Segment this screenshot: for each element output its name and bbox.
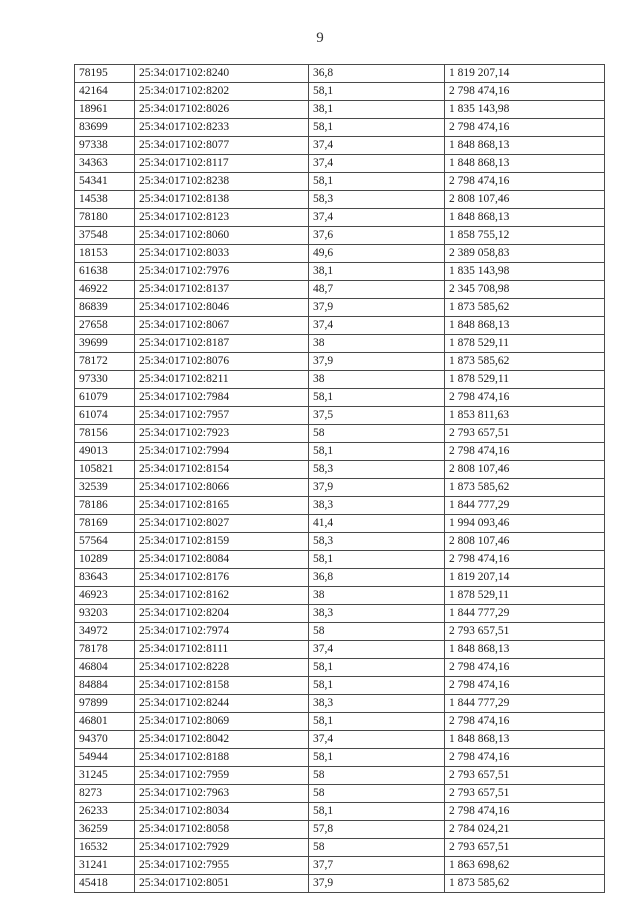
cadastral-value-cell: 2 793 657,51 bbox=[445, 767, 605, 785]
record-id-cell: 36259 bbox=[75, 821, 135, 839]
cadastral-number-cell: 25:34:017102:8066 bbox=[135, 479, 309, 497]
cadastral-value-cell: 1 878 529,11 bbox=[445, 587, 605, 605]
cadastral-number-cell: 25:34:017102:8137 bbox=[135, 281, 309, 299]
record-id-cell: 86839 bbox=[75, 299, 135, 317]
table-row bbox=[75, 875, 605, 893]
cadastral-value-cell: 2 793 657,51 bbox=[445, 425, 605, 443]
cadastral-value-cell: 1 878 529,11 bbox=[445, 371, 605, 389]
cadastral-value-cell: 1 844 777,29 bbox=[445, 695, 605, 713]
cadastral-number-cell: 25:34:017102:7957 bbox=[135, 407, 309, 425]
area-cell: 38,1 bbox=[309, 101, 445, 119]
record-id-cell: 18153 bbox=[75, 245, 135, 263]
cadastral-number-cell: 25:34:017102:8238 bbox=[135, 173, 309, 191]
table-row bbox=[75, 803, 605, 821]
table-row bbox=[75, 101, 605, 119]
cadastral-number-cell: 25:34:017102:8204 bbox=[135, 605, 309, 623]
cadastral-value-cell: 2 798 474,16 bbox=[445, 389, 605, 407]
record-id-cell: 16532 bbox=[75, 839, 135, 857]
record-id-cell: 78169 bbox=[75, 515, 135, 533]
table-row bbox=[75, 227, 605, 245]
record-id-cell: 78180 bbox=[75, 209, 135, 227]
cadastral-value-cell: 2 793 657,51 bbox=[445, 839, 605, 857]
cadastral-value-cell: 2 798 474,16 bbox=[445, 749, 605, 767]
record-id-cell: 61079 bbox=[75, 389, 135, 407]
table-row bbox=[75, 407, 605, 425]
record-id-cell: 8273 bbox=[75, 785, 135, 803]
table-row bbox=[75, 425, 605, 443]
cadastral-value-cell: 1 853 811,63 bbox=[445, 407, 605, 425]
record-id-cell: 78178 bbox=[75, 641, 135, 659]
table-row bbox=[75, 137, 605, 155]
cadastral-value-cell: 1 844 777,29 bbox=[445, 605, 605, 623]
cadastral-number-cell: 25:34:017102:8034 bbox=[135, 803, 309, 821]
cadastral-number-cell: 25:34:017102:8077 bbox=[135, 137, 309, 155]
table-row bbox=[75, 335, 605, 353]
cadastral-number-cell: 25:34:017102:8188 bbox=[135, 749, 309, 767]
cadastral-number-cell: 25:34:017102:8123 bbox=[135, 209, 309, 227]
property-table-body bbox=[75, 65, 605, 893]
area-cell: 36,8 bbox=[309, 65, 445, 83]
record-id-cell: 14538 bbox=[75, 191, 135, 209]
area-cell: 58 bbox=[309, 785, 445, 803]
table-row bbox=[75, 515, 605, 533]
cadastral-number-cell: 25:34:017102:7963 bbox=[135, 785, 309, 803]
table-row bbox=[75, 479, 605, 497]
cadastral-number-cell: 25:34:017102:8158 bbox=[135, 677, 309, 695]
cadastral-number-cell: 25:34:017102:8159 bbox=[135, 533, 309, 551]
area-cell: 38,1 bbox=[309, 263, 445, 281]
cadastral-value-cell: 1 819 207,14 bbox=[445, 65, 605, 83]
cadastral-number-cell: 25:34:017102:8117 bbox=[135, 155, 309, 173]
table-row bbox=[75, 569, 605, 587]
cadastral-number-cell: 25:34:017102:7994 bbox=[135, 443, 309, 461]
cadastral-value-cell: 2 798 474,16 bbox=[445, 803, 605, 821]
area-cell: 37,9 bbox=[309, 875, 445, 893]
table-row bbox=[75, 587, 605, 605]
table-row bbox=[75, 65, 605, 83]
record-id-cell: 94370 bbox=[75, 731, 135, 749]
area-cell: 48,7 bbox=[309, 281, 445, 299]
cadastral-value-cell: 2 798 474,16 bbox=[445, 173, 605, 191]
cadastral-value-cell: 1 878 529,11 bbox=[445, 335, 605, 353]
table-row bbox=[75, 731, 605, 749]
area-cell: 49,6 bbox=[309, 245, 445, 263]
cadastral-value-cell: 1 835 143,98 bbox=[445, 101, 605, 119]
cadastral-number-cell: 25:34:017102:8060 bbox=[135, 227, 309, 245]
record-id-cell: 78156 bbox=[75, 425, 135, 443]
area-cell: 41,4 bbox=[309, 515, 445, 533]
record-id-cell: 46923 bbox=[75, 587, 135, 605]
record-id-cell: 97330 bbox=[75, 371, 135, 389]
cadastral-value-cell: 2 808 107,46 bbox=[445, 461, 605, 479]
table-row bbox=[75, 317, 605, 335]
cadastral-number-cell: 25:34:017102:8165 bbox=[135, 497, 309, 515]
table-row bbox=[75, 443, 605, 461]
area-cell: 37,4 bbox=[309, 137, 445, 155]
table-row bbox=[75, 785, 605, 803]
record-id-cell: 61638 bbox=[75, 263, 135, 281]
cadastral-number-cell: 25:34:017102:8162 bbox=[135, 587, 309, 605]
cadastral-number-cell: 25:34:017102:8076 bbox=[135, 353, 309, 371]
cadastral-number-cell: 25:34:017102:8211 bbox=[135, 371, 309, 389]
cadastral-number-cell: 25:34:017102:8228 bbox=[135, 659, 309, 677]
cadastral-value-cell: 2 345 708,98 bbox=[445, 281, 605, 299]
cadastral-value-cell: 2 808 107,46 bbox=[445, 533, 605, 551]
record-id-cell: 37548 bbox=[75, 227, 135, 245]
cadastral-number-cell: 25:34:017102:8138 bbox=[135, 191, 309, 209]
cadastral-value-cell: 2 793 657,51 bbox=[445, 785, 605, 803]
area-cell: 38 bbox=[309, 587, 445, 605]
cadastral-number-cell: 25:34:017102:7923 bbox=[135, 425, 309, 443]
cadastral-number-cell: 25:34:017102:7929 bbox=[135, 839, 309, 857]
area-cell: 58,1 bbox=[309, 749, 445, 767]
record-id-cell: 54341 bbox=[75, 173, 135, 191]
table-row bbox=[75, 677, 605, 695]
record-id-cell: 46804 bbox=[75, 659, 135, 677]
cadastral-value-cell: 2 784 024,21 bbox=[445, 821, 605, 839]
record-id-cell: 46801 bbox=[75, 713, 135, 731]
record-id-cell: 97338 bbox=[75, 137, 135, 155]
table-row bbox=[75, 119, 605, 137]
table-row bbox=[75, 623, 605, 641]
record-id-cell: 78172 bbox=[75, 353, 135, 371]
cadastral-value-cell: 2 798 474,16 bbox=[445, 677, 605, 695]
page-number: 9 bbox=[316, 30, 324, 46]
cadastral-number-cell: 25:34:017102:8069 bbox=[135, 713, 309, 731]
record-id-cell: 32539 bbox=[75, 479, 135, 497]
table-row bbox=[75, 245, 605, 263]
cadastral-number-cell: 25:34:017102:8084 bbox=[135, 551, 309, 569]
table-row bbox=[75, 821, 605, 839]
area-cell: 37,4 bbox=[309, 209, 445, 227]
cadastral-number-cell: 25:34:017102:8233 bbox=[135, 119, 309, 137]
cadastral-number-cell: 25:34:017102:8046 bbox=[135, 299, 309, 317]
area-cell: 58 bbox=[309, 839, 445, 857]
record-id-cell: 18961 bbox=[75, 101, 135, 119]
cadastral-number-cell: 25:34:017102:8058 bbox=[135, 821, 309, 839]
table-row bbox=[75, 209, 605, 227]
cadastral-value-cell: 2 798 474,16 bbox=[445, 659, 605, 677]
cadastral-number-cell: 25:34:017102:8187 bbox=[135, 335, 309, 353]
area-cell: 38,3 bbox=[309, 605, 445, 623]
area-cell: 36,8 bbox=[309, 569, 445, 587]
cadastral-number-cell: 25:34:017102:7976 bbox=[135, 263, 309, 281]
cadastral-number-cell: 25:34:017102:8202 bbox=[135, 83, 309, 101]
record-id-cell: 83643 bbox=[75, 569, 135, 587]
area-cell: 37,4 bbox=[309, 317, 445, 335]
cadastral-number-cell: 25:34:017102:7955 bbox=[135, 857, 309, 875]
area-cell: 58 bbox=[309, 623, 445, 641]
record-id-cell: 97899 bbox=[75, 695, 135, 713]
table-row bbox=[75, 695, 605, 713]
cadastral-value-cell: 1 873 585,62 bbox=[445, 875, 605, 893]
cadastral-value-cell: 1 848 868,13 bbox=[445, 137, 605, 155]
cadastral-number-cell: 25:34:017102:8026 bbox=[135, 101, 309, 119]
area-cell: 38 bbox=[309, 371, 445, 389]
record-id-cell: 54944 bbox=[75, 749, 135, 767]
record-id-cell: 83699 bbox=[75, 119, 135, 137]
area-cell: 58,3 bbox=[309, 191, 445, 209]
area-cell: 58,1 bbox=[309, 713, 445, 731]
table-row bbox=[75, 191, 605, 209]
cadastral-value-cell: 1 873 585,62 bbox=[445, 479, 605, 497]
area-cell: 58,1 bbox=[309, 803, 445, 821]
table-row bbox=[75, 83, 605, 101]
cadastral-value-cell: 2 798 474,16 bbox=[445, 119, 605, 137]
table-row bbox=[75, 641, 605, 659]
record-id-cell: 39699 bbox=[75, 335, 135, 353]
area-cell: 58,1 bbox=[309, 443, 445, 461]
table-row bbox=[75, 713, 605, 731]
table-row bbox=[75, 497, 605, 515]
area-cell: 37,9 bbox=[309, 479, 445, 497]
cadastral-value-cell: 2 808 107,46 bbox=[445, 191, 605, 209]
area-cell: 38,3 bbox=[309, 497, 445, 515]
cadastral-number-cell: 25:34:017102:8051 bbox=[135, 875, 309, 893]
record-id-cell: 42164 bbox=[75, 83, 135, 101]
record-id-cell: 34363 bbox=[75, 155, 135, 173]
record-id-cell: 26233 bbox=[75, 803, 135, 821]
area-cell: 58,3 bbox=[309, 533, 445, 551]
area-cell: 37,6 bbox=[309, 227, 445, 245]
property-table bbox=[74, 64, 605, 893]
area-cell: 38 bbox=[309, 335, 445, 353]
area-cell: 38,3 bbox=[309, 695, 445, 713]
table-row bbox=[75, 353, 605, 371]
cadastral-number-cell: 25:34:017102:7959 bbox=[135, 767, 309, 785]
area-cell: 57,8 bbox=[309, 821, 445, 839]
area-cell: 37,7 bbox=[309, 857, 445, 875]
cadastral-number-cell: 25:34:017102:8067 bbox=[135, 317, 309, 335]
record-id-cell: 105821 bbox=[75, 461, 135, 479]
table-row bbox=[75, 659, 605, 677]
area-cell: 37,4 bbox=[309, 641, 445, 659]
table-row bbox=[75, 263, 605, 281]
table-row bbox=[75, 299, 605, 317]
area-cell: 37,9 bbox=[309, 299, 445, 317]
cadastral-value-cell: 1 873 585,62 bbox=[445, 299, 605, 317]
table-row bbox=[75, 155, 605, 173]
table-row bbox=[75, 749, 605, 767]
cadastral-number-cell: 25:34:017102:7984 bbox=[135, 389, 309, 407]
cadastral-value-cell: 1 873 585,62 bbox=[445, 353, 605, 371]
table-row bbox=[75, 371, 605, 389]
area-cell: 58 bbox=[309, 767, 445, 785]
area-cell: 58,1 bbox=[309, 389, 445, 407]
cadastral-number-cell: 25:34:017102:7974 bbox=[135, 623, 309, 641]
cadastral-number-cell: 25:34:017102:8111 bbox=[135, 641, 309, 659]
record-id-cell: 78186 bbox=[75, 497, 135, 515]
area-cell: 37,4 bbox=[309, 731, 445, 749]
cadastral-number-cell: 25:34:017102:8244 bbox=[135, 695, 309, 713]
cadastral-value-cell: 2 389 058,83 bbox=[445, 245, 605, 263]
cadastral-value-cell: 1 835 143,98 bbox=[445, 263, 605, 281]
record-id-cell: 27658 bbox=[75, 317, 135, 335]
area-cell: 58,1 bbox=[309, 119, 445, 137]
table-row bbox=[75, 839, 605, 857]
table-row bbox=[75, 533, 605, 551]
cadastral-value-cell: 1 994 093,46 bbox=[445, 515, 605, 533]
cadastral-number-cell: 25:34:017102:8042 bbox=[135, 731, 309, 749]
cadastral-value-cell: 1 819 207,14 bbox=[445, 569, 605, 587]
area-cell: 37,4 bbox=[309, 155, 445, 173]
record-id-cell: 61074 bbox=[75, 407, 135, 425]
table-row bbox=[75, 173, 605, 191]
record-id-cell: 31245 bbox=[75, 767, 135, 785]
cadastral-value-cell: 1 858 755,12 bbox=[445, 227, 605, 245]
area-cell: 58,1 bbox=[309, 83, 445, 101]
cadastral-value-cell: 1 848 868,13 bbox=[445, 731, 605, 749]
table-row bbox=[75, 551, 605, 569]
cadastral-number-cell: 25:34:017102:8033 bbox=[135, 245, 309, 263]
record-id-cell: 84884 bbox=[75, 677, 135, 695]
record-id-cell: 34972 bbox=[75, 623, 135, 641]
area-cell: 58,1 bbox=[309, 677, 445, 695]
cadastral-value-cell: 2 798 474,16 bbox=[445, 551, 605, 569]
cadastral-value-cell: 1 863 698,62 bbox=[445, 857, 605, 875]
record-id-cell: 31241 bbox=[75, 857, 135, 875]
cadastral-value-cell: 2 793 657,51 bbox=[445, 623, 605, 641]
table-row bbox=[75, 605, 605, 623]
record-id-cell: 93203 bbox=[75, 605, 135, 623]
cadastral-value-cell: 1 848 868,13 bbox=[445, 317, 605, 335]
cadastral-value-cell: 2 798 474,16 bbox=[445, 713, 605, 731]
table-row bbox=[75, 281, 605, 299]
cadastral-value-cell: 2 798 474,16 bbox=[445, 443, 605, 461]
area-cell: 58,1 bbox=[309, 659, 445, 677]
area-cell: 58,3 bbox=[309, 461, 445, 479]
table-row bbox=[75, 389, 605, 407]
cadastral-value-cell: 1 848 868,13 bbox=[445, 641, 605, 659]
record-id-cell: 46922 bbox=[75, 281, 135, 299]
cadastral-value-cell: 2 798 474,16 bbox=[445, 83, 605, 101]
cadastral-value-cell: 1 848 868,13 bbox=[445, 155, 605, 173]
cadastral-number-cell: 25:34:017102:8154 bbox=[135, 461, 309, 479]
cadastral-number-cell: 25:34:017102:8240 bbox=[135, 65, 309, 83]
cadastral-value-cell: 1 844 777,29 bbox=[445, 497, 605, 515]
record-id-cell: 10289 bbox=[75, 551, 135, 569]
area-cell: 37,9 bbox=[309, 353, 445, 371]
area-cell: 58,1 bbox=[309, 173, 445, 191]
table-row bbox=[75, 857, 605, 875]
record-id-cell: 57564 bbox=[75, 533, 135, 551]
area-cell: 58,1 bbox=[309, 551, 445, 569]
record-id-cell: 45418 bbox=[75, 875, 135, 893]
area-cell: 58 bbox=[309, 425, 445, 443]
area-cell: 37,5 bbox=[309, 407, 445, 425]
cadastral-number-cell: 25:34:017102:8176 bbox=[135, 569, 309, 587]
record-id-cell: 78195 bbox=[75, 65, 135, 83]
table-row bbox=[75, 461, 605, 479]
table-row bbox=[75, 767, 605, 785]
record-id-cell: 49013 bbox=[75, 443, 135, 461]
cadastral-value-cell: 1 848 868,13 bbox=[445, 209, 605, 227]
cadastral-number-cell: 25:34:017102:8027 bbox=[135, 515, 309, 533]
